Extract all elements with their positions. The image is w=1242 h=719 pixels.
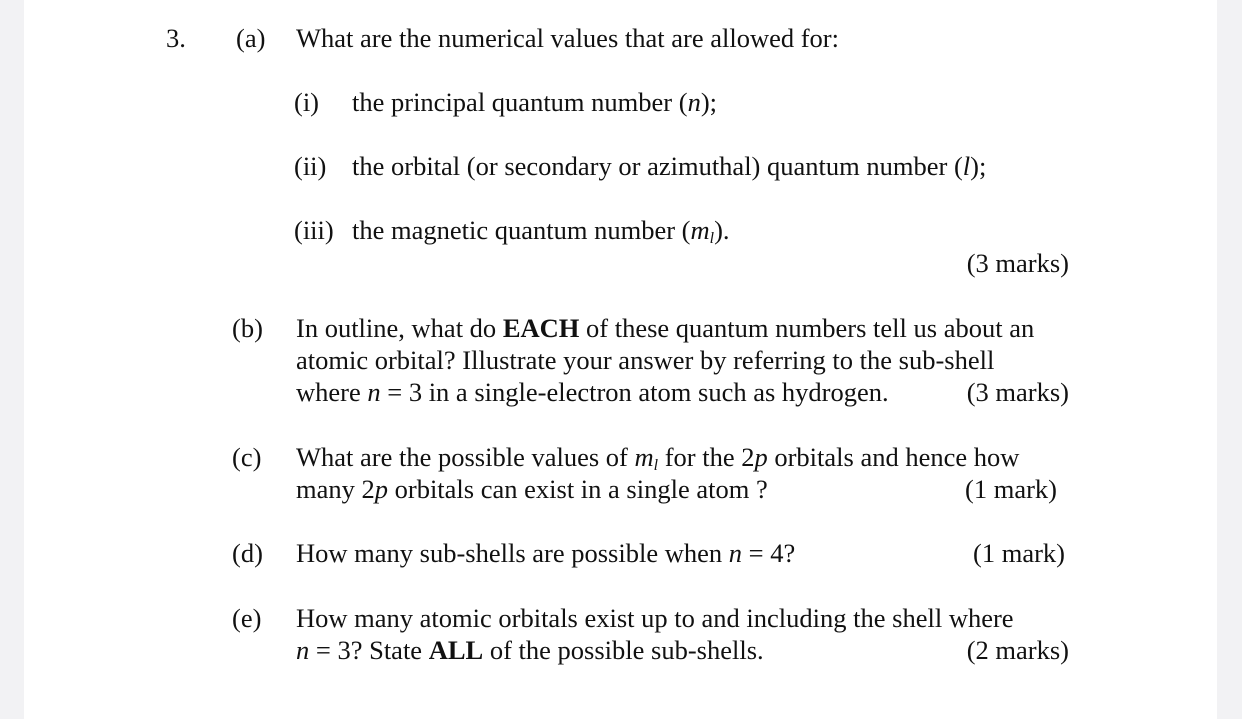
part-a-item-iii-label: (iii) (294, 215, 334, 245)
part-c-marks: (1 mark) (965, 474, 1057, 504)
part-a-item-iii-text: the magnetic quantum number $(m_l)$. (352, 215, 730, 247)
part-d-text: How many sub-shells are possible when n = 4? (296, 538, 796, 568)
part-a-item-i-text: the principal quantum number (n); (352, 87, 718, 117)
part-a-item-ii-text: the orbital (or secondary or azimuthal) quantum number (l); (352, 151, 987, 181)
part-b-line-1: In outline, what do EACH of these quantum numbers tell us about an (296, 313, 1035, 343)
part-a-marks: (3 marks) (966, 248, 1069, 278)
part-a-label: (a) (236, 23, 266, 53)
question-number: 3. (166, 23, 186, 53)
exam-page (24, 0, 1217, 719)
part-a-item-i-label: (i) (294, 87, 320, 117)
part-d-label: (d) (232, 538, 263, 568)
part-d-marks: (1 mark) (973, 538, 1065, 568)
part-b-line-3: where n = 3 in a single-electron atom such as hydrogen. (296, 377, 889, 407)
part-e-line-1: How many atomic orbitals exist up to and including the shell where (296, 603, 1014, 633)
part-a-prompt: What are the numerical values that are allowed for: (296, 23, 839, 53)
part-c-label: (c) (232, 442, 262, 472)
part-c-line-1: What are the possible values of $m_l$ for the 2p orbitals and hence how (296, 442, 1020, 474)
part-e-label: (e) (232, 603, 262, 633)
part-e-line-2: n = 3? State ALL of the possible sub-shells. (296, 635, 764, 665)
part-b-marks: (3 marks) (966, 377, 1069, 407)
part-c-line-2: many 2p orbitals can exist in a single atom ? (296, 474, 768, 504)
part-b-label: (b) (232, 313, 263, 343)
part-a-item-ii-label: (ii) (294, 151, 327, 181)
part-e-marks: (2 marks) (966, 635, 1069, 665)
part-b-line-2: atomic orbital? Illustrate your answer by referring to the sub-shell (296, 345, 995, 375)
